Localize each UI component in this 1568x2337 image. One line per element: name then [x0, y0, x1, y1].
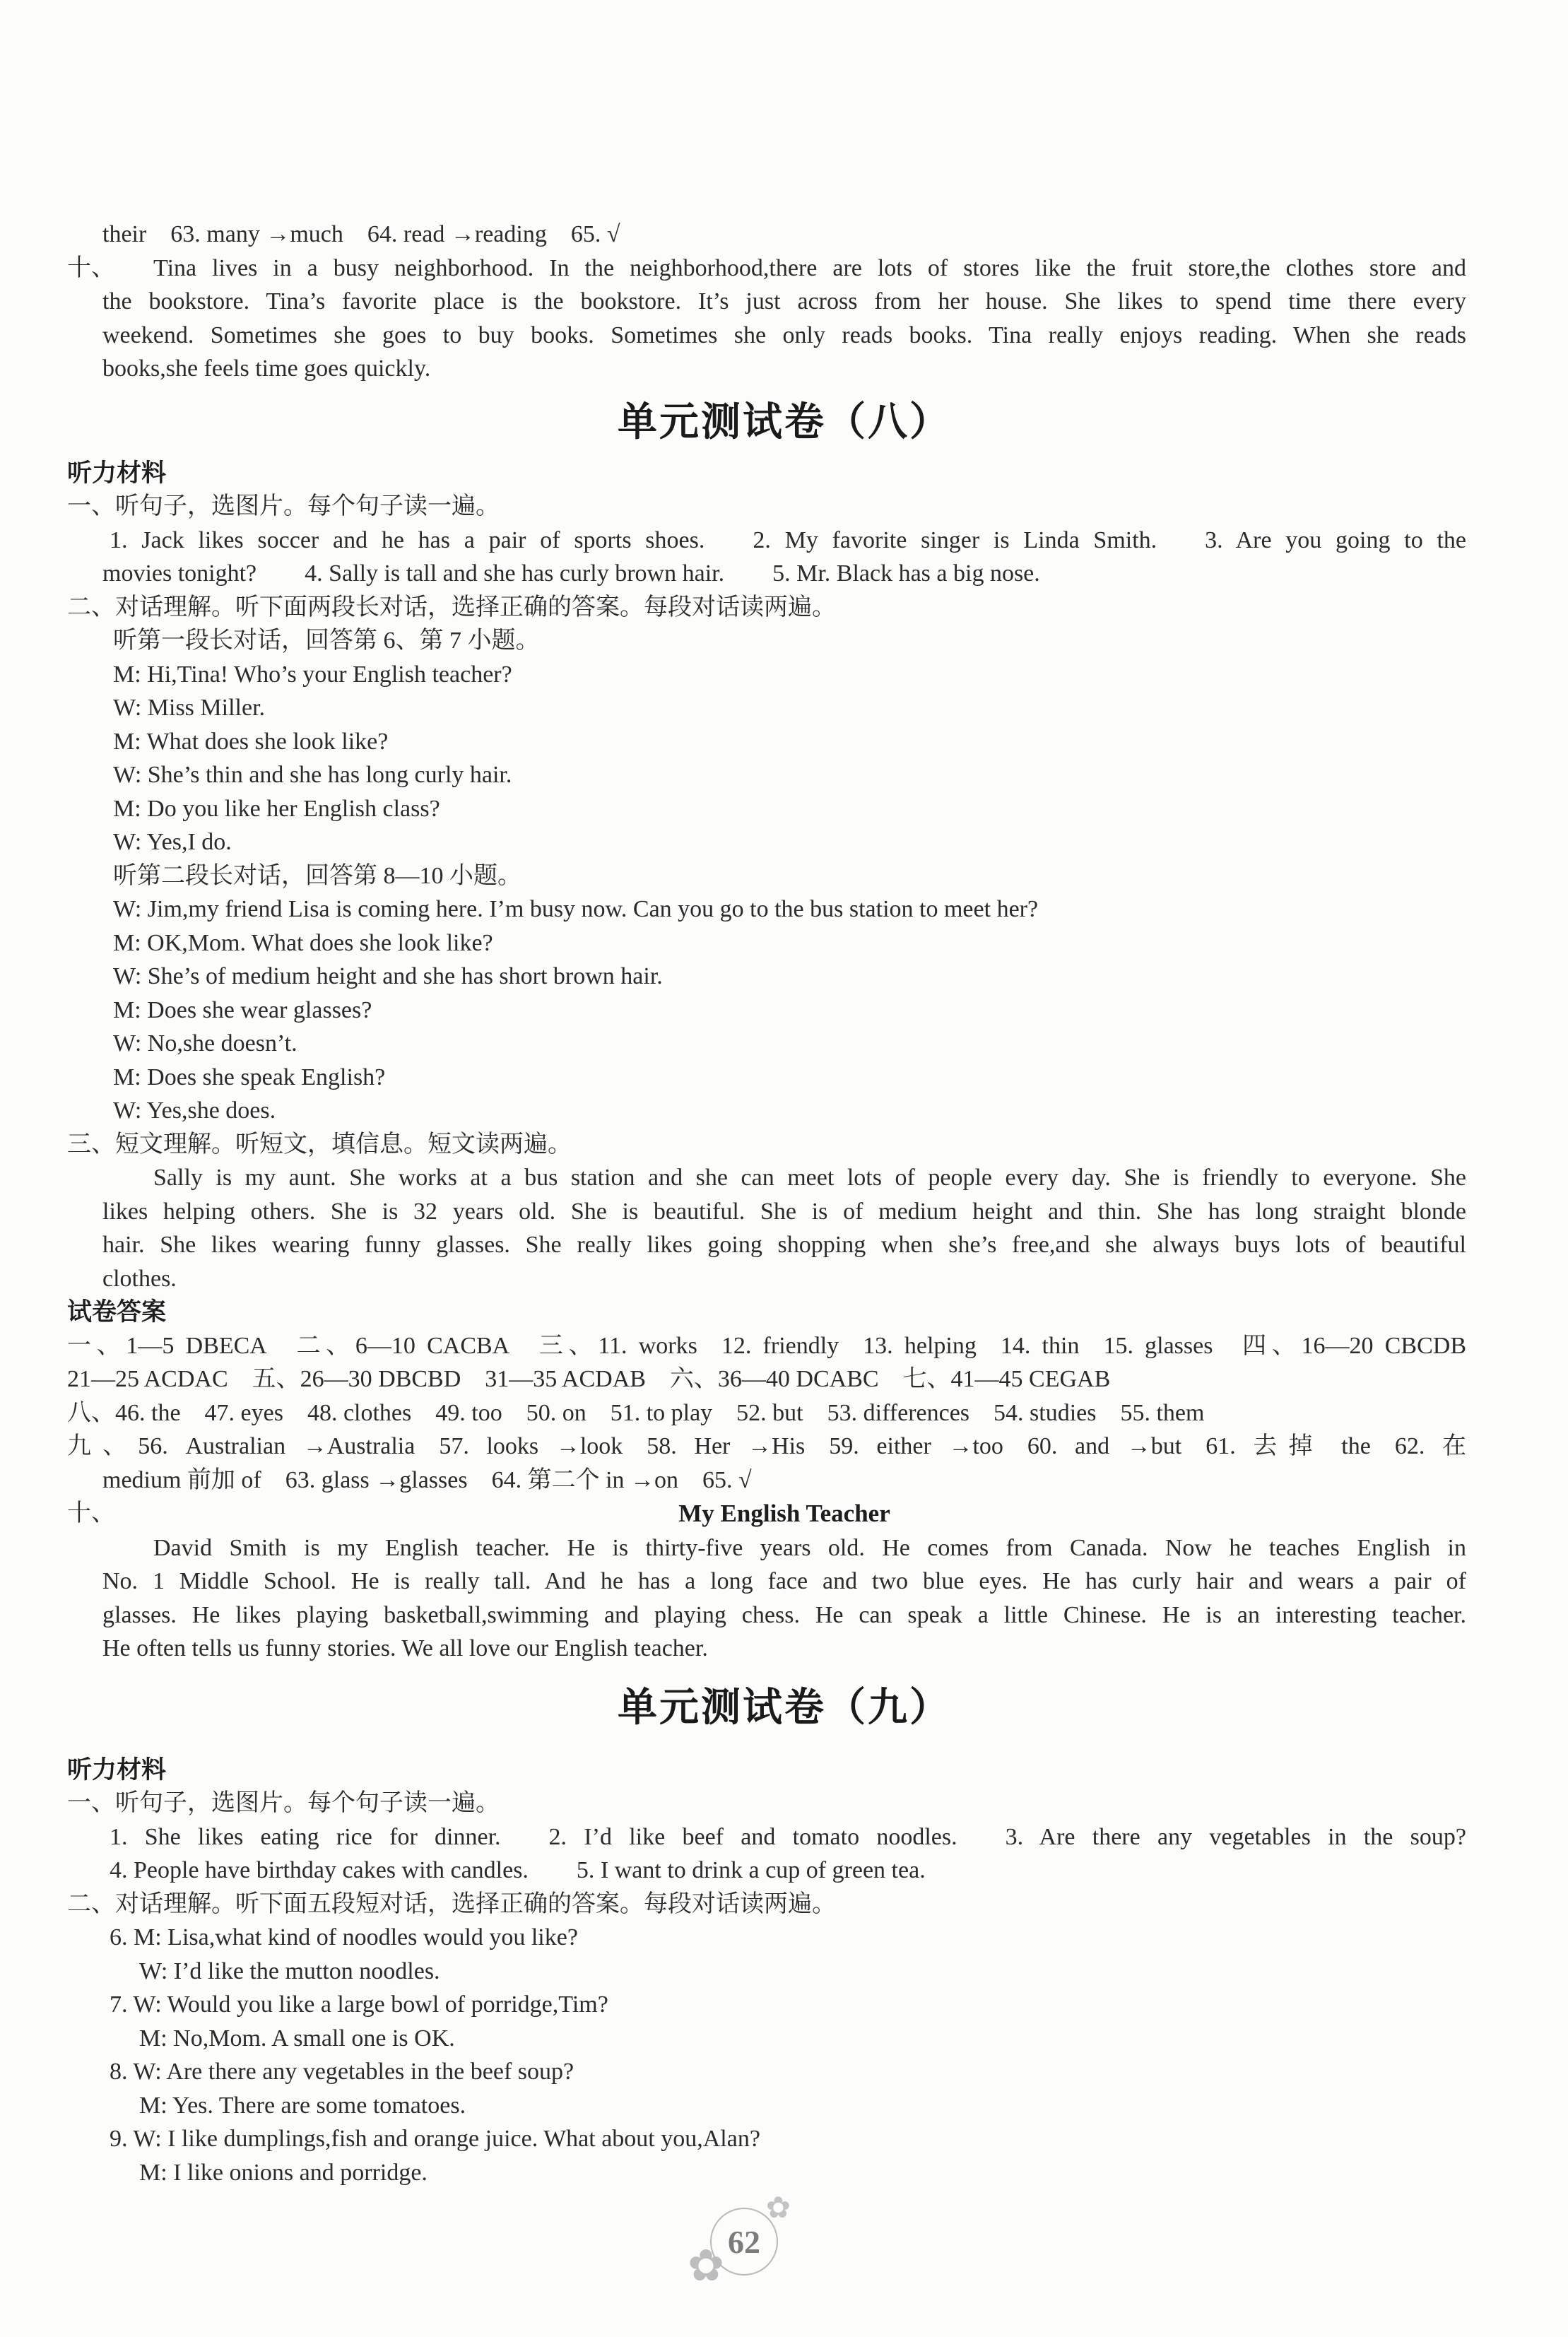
dialog-line: W: No,she doesn’t. — [113, 1030, 297, 1056]
passage-line: Sally is my aunt. She works at a bus station and she can meet lots of people every day. She is friendly to everyone. She — [153, 1165, 1466, 1191]
dialog-line: W: Yes,I do. — [113, 829, 232, 855]
dialog-line: W: She’s thin and she has long curly hair. — [113, 762, 512, 788]
section-header: 二、对话理解。听下面五段短对话，选择正确的答案。每段对话读两遍。 — [67, 1890, 836, 1917]
dialog-line: M: OK,Mom. What does she look like? — [113, 929, 493, 956]
answers-row: 九、56. Australian →Australia 57. looks →look 58. Her →His 59. either →too 60. and →but 61. 去掉 the 62. 在 — [67, 1433, 1466, 1459]
sentence-row: 1. Jack likes soccer and he has a pair of sports shoes. 2. My favorite singer is Linda Smith. 3. Are you going to the — [110, 526, 1466, 553]
dialog-question-line: 7. W: Would you like a large bowl of porridge,Tim? — [110, 1991, 608, 2018]
dialog-question-line: 8. W: Are there any vegetables in the beef soup? — [110, 2059, 574, 2085]
passage-line: Tina lives in a busy neighborhood. In the neighborhood,there are lots of stores like the fruit store,the clothes store and — [153, 254, 1466, 281]
section-header: 三、短文理解。听短文，填信息。短文读两遍。 — [67, 1131, 572, 1158]
answers-header: 试卷答案 — [67, 1298, 167, 1326]
passage-line: books,she feels time goes quickly. — [102, 355, 431, 382]
dialog-line: W: Yes,she does. — [113, 1097, 276, 1124]
dialog-answer-line: W: I’d like the mutton noodles. — [139, 1958, 440, 1984]
dialog-line: M: Does she wear glasses? — [113, 996, 372, 1023]
sentence-row: movies tonight? 4. Sally is tall and she has curly brown hair. 5. Mr. Black has a big nose. — [102, 560, 1040, 587]
dialog-line: W: She’s of medium height and she has short brown hair. — [113, 963, 663, 989]
listening-header: 听力材料 — [67, 1755, 167, 1784]
passage-line: weekend. Sometimes she goes to buy books. Sometimes she only reads books. Tina really enjoys reading. When she reads — [102, 322, 1466, 348]
leaf-icon: ✿ — [688, 2242, 724, 2290]
section-header: 一、听句子，选图片。每个句子读一遍。 — [67, 1790, 500, 1816]
answers-row: medium 前加 of 63. glass →glasses 64. 第二个 in →on 65. √ — [102, 1466, 752, 1493]
essay-line: He often tells us funny stories. We all love our English teacher. — [102, 1635, 708, 1661]
listening-prompt: 听第二段长对话，回答第 8—10 小题。 — [113, 862, 521, 889]
leaf-icon: ✿ — [765, 2192, 791, 2225]
answers-carryover-line: their 63. many →much 64. read →reading 65. √ — [102, 221, 620, 247]
page-number: 62 — [728, 2223, 760, 2260]
dialog-answer-line: M: Yes. There are some tomatoes. — [139, 2092, 466, 2119]
section-header: 二、对话理解。听下面两段长对话，选择正确的答案。每段对话读两遍。 — [67, 594, 836, 620]
dialog-line: W: Jim,my friend Lisa is coming here. I’m busy now. Can you go to the bus station to meet her? — [113, 896, 1039, 922]
passage-line: the bookstore. Tina’s favorite place is the bookstore. It’s just across from her house. She likes to spend time there every — [102, 288, 1466, 314]
page-title-unit8: 单元测试卷（八） — [618, 400, 951, 445]
section-header: 一、听句子，选图片。每个句子读一遍。 — [67, 493, 500, 519]
sentence-row: 1. She likes eating rice for dinner. 2. I’d like beef and tomato noodles. 3. Are there any vegetables in the soup? — [110, 1823, 1466, 1850]
essay-title-line — [67, 1497, 1466, 1531]
page-title-unit9: 单元测试卷（九） — [618, 1685, 951, 1730]
dialog-line: W: Miss Miller. — [113, 695, 266, 721]
listening-prompt: 听第一段长对话，回答第 6、第 7 小题。 — [113, 628, 540, 654]
listening-header: 听力材料 — [67, 459, 167, 487]
sentence-row: 4. People have birthday cakes with candles. 5. I want to drink a cup of green tea. — [110, 1857, 926, 1883]
dialog-answer-line: M: I like onions and porridge. — [139, 2159, 428, 2186]
essay-line: glasses. He likes playing basketball,swimming and playing chess. He can speak a little Chinese. He is an interesting teacher. — [102, 1601, 1466, 1628]
dialog-line: M: Does she speak English? — [113, 1064, 386, 1090]
dialog-question-line: 9. W: I like dumplings,fish and orange juice. What about you,Alan? — [110, 2126, 760, 2152]
section-marker: 十、 — [67, 254, 115, 281]
dialog-line: M: Do you like her English class? — [113, 795, 440, 822]
passage-line: clothes. — [102, 1265, 177, 1292]
passage-line: hair. She likes wearing funny glasses. She really likes going shopping when she’s free,and she always buys lots of beautiful — [102, 1232, 1466, 1258]
passage-line: likes helping others. She is 32 years old. She is beautiful. She is of medium height and thin. She has long straight blonde — [102, 1198, 1466, 1225]
answers-row: 一、1—5 DBECA 二、6—10 CACBA 三、11. works 12. friendly 13. helping 14. thin 15. glasses 四、16—20 CBCDB — [67, 1332, 1466, 1359]
essay-title: My English Teacher — [678, 1500, 890, 1527]
answers-row: 八、46. the 47. eyes 48. clothes 49. too 50. on 51. to play 52. but 53. differences 54. studies 55. them — [67, 1399, 1205, 1426]
dialog-line: M: Hi,Tina! Who’s your English teacher? — [113, 661, 512, 688]
page-number-badge — [688, 2192, 791, 2290]
section-marker: 十、 — [67, 1500, 115, 1526]
answers-row: 21—25 ACDAC 五、26—30 DBCBD 31—35 ACDAB 六、36—40 DCABC 七、41—45 CEGAB — [67, 1366, 1111, 1392]
dialog-line: M: What does she look like? — [113, 728, 389, 755]
section-ten-block — [67, 252, 1466, 386]
dialog-question-line: 6. M: Lisa,what kind of noodles would you like? — [110, 1924, 578, 1950]
essay-line: No. 1 Middle School. He is really tall. And he has a long face and two blue eyes. He has curly hair and wears a pair of — [102, 1568, 1466, 1594]
essay-line: David Smith is my English teacher. He is thirty-five years old. He comes from Canada. Now he teaches English in — [153, 1534, 1466, 1561]
dialog-answer-line: M: No,Mom. A small one is OK. — [139, 2025, 455, 2052]
